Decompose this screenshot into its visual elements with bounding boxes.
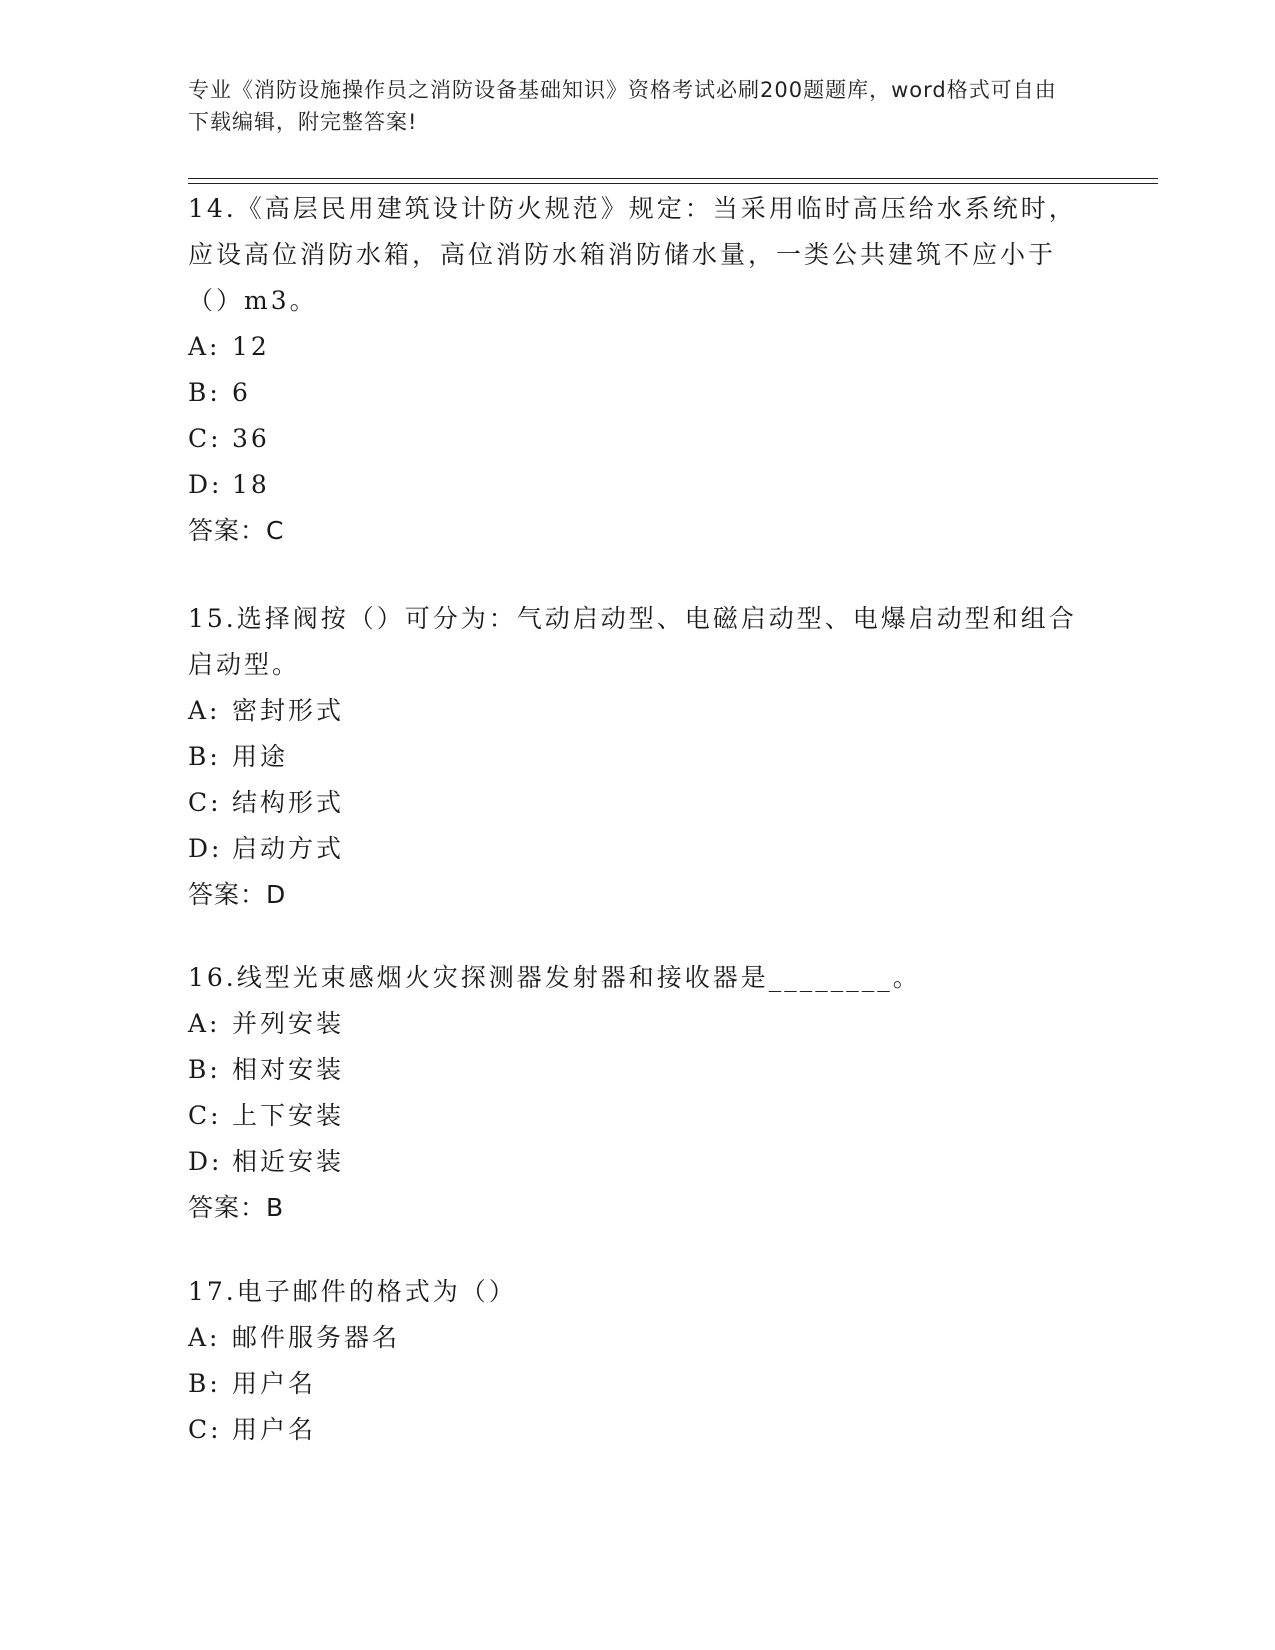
option-text: 上下安装 bbox=[232, 1101, 345, 1130]
option-letter: A: bbox=[188, 696, 221, 725]
option-b bbox=[188, 734, 1088, 780]
option-letter: C: bbox=[188, 1415, 222, 1444]
option-text: 12 bbox=[232, 332, 270, 361]
option-text: 启动方式 bbox=[232, 834, 345, 863]
option-letter: A: bbox=[188, 332, 221, 361]
option-text: 相对安装 bbox=[232, 1055, 345, 1084]
question-17 bbox=[188, 1269, 1088, 1453]
option-letter: C: bbox=[188, 788, 222, 817]
option-letter: A: bbox=[188, 1009, 221, 1038]
question-16 bbox=[188, 955, 1088, 1231]
option-b bbox=[188, 1047, 1088, 1093]
question-15 bbox=[188, 596, 1088, 918]
option-text: 相近安装 bbox=[232, 1147, 345, 1176]
option-c bbox=[188, 416, 1088, 462]
option-d bbox=[188, 1139, 1088, 1185]
question-14 bbox=[188, 186, 1088, 554]
option-letter: D: bbox=[188, 1147, 223, 1176]
option-a bbox=[188, 688, 1088, 734]
option-text: 结构形式 bbox=[232, 788, 345, 817]
option-text: 密封形式 bbox=[232, 696, 345, 725]
option-text: 用途 bbox=[232, 742, 289, 771]
option-a bbox=[188, 324, 1088, 370]
option-letter: B: bbox=[188, 1369, 221, 1398]
option-text: 邮件服务器名 bbox=[232, 1323, 401, 1352]
option-letter: B: bbox=[188, 1055, 221, 1084]
option-c bbox=[188, 1093, 1088, 1139]
option-text: 36 bbox=[232, 424, 270, 453]
header-divider-line bbox=[188, 178, 1158, 179]
option-text: 用户名 bbox=[232, 1369, 317, 1398]
option-letter: C: bbox=[188, 424, 222, 453]
option-text: 6 bbox=[232, 378, 251, 407]
option-letter: C: bbox=[188, 1101, 222, 1130]
question-stem: 16.线型光束感烟火灾探测器发射器和接收器是________。 bbox=[188, 963, 921, 992]
question-stem: 14.《高层民用建筑设计防火规范》规定：当采用临时高压给水系统时，应设高位消防水箱，高位消防水箱消防储水量，一类公共建筑不应小于（）m3。 bbox=[188, 194, 1077, 315]
option-letter: B: bbox=[188, 378, 221, 407]
option-c bbox=[188, 780, 1088, 826]
answer-line: 答案：D bbox=[188, 880, 287, 909]
option-a bbox=[188, 1315, 1088, 1361]
option-d bbox=[188, 462, 1088, 508]
header-divider-line-secondary bbox=[188, 183, 1158, 184]
option-text: 18 bbox=[232, 470, 270, 499]
question-stem: 15.选择阀按（）可分为：气动启动型、电磁启动型、电爆启动型和组合启动型。 bbox=[188, 604, 1077, 679]
option-letter: A: bbox=[188, 1323, 221, 1352]
option-b bbox=[188, 1361, 1088, 1407]
option-letter: D: bbox=[188, 834, 223, 863]
option-letter: D: bbox=[188, 470, 223, 499]
answer-line: 答案：B bbox=[188, 1193, 285, 1222]
option-b bbox=[188, 370, 1088, 416]
option-letter: B: bbox=[188, 742, 221, 771]
option-text: 用户名 bbox=[232, 1415, 317, 1444]
answer-line: 答案：C bbox=[188, 516, 285, 545]
question-stem: 17.电子邮件的格式为（） bbox=[188, 1277, 517, 1306]
option-text: 并列安装 bbox=[232, 1009, 345, 1038]
option-a bbox=[188, 1001, 1088, 1047]
option-c bbox=[188, 1407, 1088, 1453]
document-header: 专业《消防设施操作员之消防设备基础知识》资格考试必刷200题题库，word格式可自由下载编辑，附完整答案! bbox=[188, 78, 1057, 134]
option-d bbox=[188, 826, 1088, 872]
